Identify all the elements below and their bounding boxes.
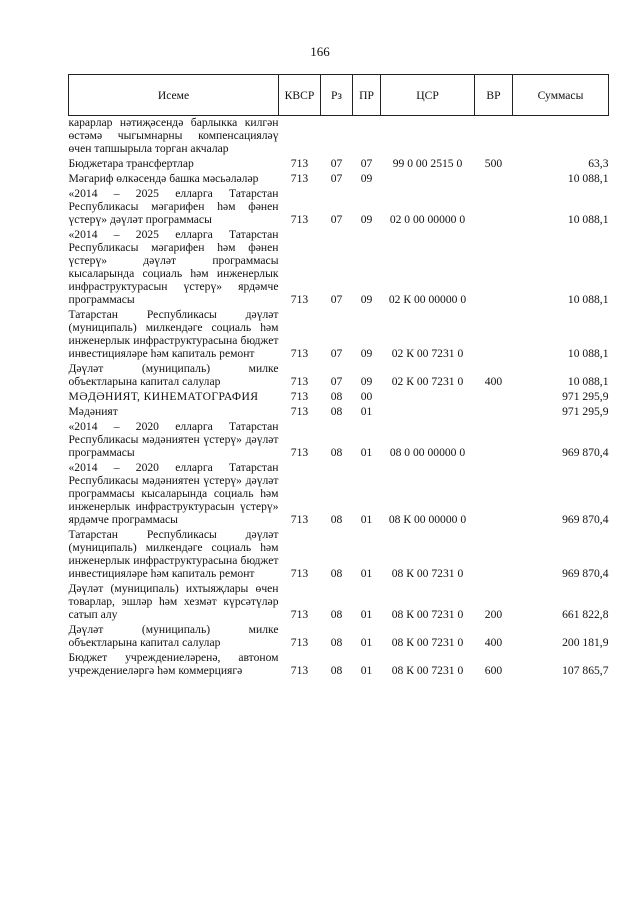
cell-vr xyxy=(475,461,513,528)
cell-name: «2014 – 2025 елларга Татарстан Республикасы мәгарифен һәм фәнен үстерү» дәүләт программасы кысаларында социаль һәм инженерлык инфраструктурасын үстерү» ярдәмче программасы xyxy=(68,228,279,306)
table-row xyxy=(69,308,609,362)
cell-rz: 08 xyxy=(330,390,343,403)
cell-name: «2014 – 2025 елларга Татарстан Республикасы мәгарифен һәм фәнен үстерү» дәүләт программасы xyxy=(68,187,279,226)
cell-csr: 02 0 00 00000 0 xyxy=(389,213,466,226)
cell-sum: 10 088,1 xyxy=(567,375,609,388)
cell-sum: 10 088,1 xyxy=(567,347,609,360)
cell-name: Дәүләт (муниципаль) милке объектларына капитал салулар xyxy=(68,362,279,388)
header-pr: ПР xyxy=(353,75,381,116)
cell-vr xyxy=(475,390,513,405)
header-kvsr: КВСР xyxy=(279,75,321,116)
cell-csr: 08 К 00 7231 0 xyxy=(391,567,464,580)
cell-sum: 10 088,1 xyxy=(567,213,609,226)
cell-csr: 08 К 00 00000 0 xyxy=(388,513,467,526)
cell-vr: 400 xyxy=(484,375,503,388)
cell-vr: 500 xyxy=(484,157,503,170)
cell-pr: 01 xyxy=(360,664,373,677)
cell-vr: 200 xyxy=(484,608,503,621)
header-sum: Суммасы xyxy=(513,75,609,116)
cell-pr: 01 xyxy=(360,446,373,459)
cell-sum: 200 181,9 xyxy=(562,636,609,649)
cell-rz: 07 xyxy=(330,293,343,306)
cell-csr: 08 0 00 00000 0 xyxy=(389,446,466,459)
cell-kvsr: 713 xyxy=(290,390,309,403)
cell-pr: 07 xyxy=(360,157,373,170)
cell-kvsr: 713 xyxy=(290,446,309,459)
cell-csr: 02 К 00 7231 0 xyxy=(391,347,464,360)
table-row xyxy=(69,405,609,420)
cell-pr: 01 xyxy=(360,513,373,526)
cell-vr xyxy=(475,116,513,158)
table-row xyxy=(69,461,609,528)
cell-pr: 01 xyxy=(360,405,373,418)
cell-csr: 99 0 00 2515 0 xyxy=(392,157,463,170)
cell-sum: 971 295,9 xyxy=(562,405,609,418)
cell-name: Бюджетара трансфертлар xyxy=(68,157,194,170)
cell-rz: 07 xyxy=(330,347,343,360)
cell-vr: 400 xyxy=(484,636,503,649)
cell-rz: 08 xyxy=(330,608,343,621)
header-rz: Рз xyxy=(321,75,353,116)
cell-kvsr: 713 xyxy=(290,405,309,418)
cell-pr: 01 xyxy=(360,636,373,649)
cell-rz: 08 xyxy=(330,636,343,649)
cell-rz: 08 xyxy=(330,513,343,526)
table-header-row xyxy=(69,75,609,116)
table-row xyxy=(69,623,609,651)
cell-vr: 600 xyxy=(484,664,503,677)
cell-kvsr: 713 xyxy=(290,664,309,677)
cell-name: Дәүләт (муниципаль) ихтыяҗлары өчен товарлар, эшләр һәм хезмәт күрсәтүләр сатып алу xyxy=(68,582,279,621)
cell-pr: 09 xyxy=(360,347,373,360)
table-row xyxy=(69,528,609,582)
cell-sum: 969 870,4 xyxy=(562,567,609,580)
cell-rz: 08 xyxy=(330,446,343,459)
table-row xyxy=(69,187,609,228)
cell-name: МӘДӘНИЯТ, КИНЕМАТОГРАФИЯ xyxy=(68,390,259,403)
cell-sum: 107 865,7 xyxy=(562,664,609,677)
cell-name: Бюджет учреждениеләренә, автоном учреждениеләргә һәм коммерциягә xyxy=(68,651,279,677)
page-number: 166 xyxy=(310,44,330,59)
cell-name: Мәгариф өлкәсендә башка мәсьәләләр xyxy=(68,172,259,185)
cell-vr xyxy=(475,405,513,420)
cell-vr xyxy=(475,528,513,582)
cell-kvsr: 713 xyxy=(290,347,309,360)
cell-rz: 07 xyxy=(330,213,343,226)
table-row xyxy=(69,390,609,405)
cell-kvsr: 713 xyxy=(290,567,309,580)
cell-pr: 09 xyxy=(360,293,373,306)
cell-pr xyxy=(353,116,381,158)
cell-sum: 971 295,9 xyxy=(562,390,609,403)
cell-csr xyxy=(381,172,475,187)
cell-rz: 07 xyxy=(330,375,343,388)
table-row xyxy=(69,362,609,390)
cell-kvsr xyxy=(279,116,321,158)
table-row xyxy=(69,582,609,623)
cell-pr: 01 xyxy=(360,608,373,621)
cell-name: «2014 – 2020 елларга Татарстан Республикасы мәдәниятен үстерү» дәүләт программасы xyxy=(68,420,279,459)
cell-vr xyxy=(475,228,513,308)
table-row xyxy=(69,420,609,461)
header-vr: ВР xyxy=(475,75,513,116)
table-row xyxy=(69,157,609,172)
cell-sum: 969 870,4 xyxy=(562,446,609,459)
cell-kvsr: 713 xyxy=(290,157,309,170)
cell-rz: 08 xyxy=(330,664,343,677)
table-body xyxy=(69,116,609,680)
cell-csr xyxy=(381,116,475,158)
table-row xyxy=(69,172,609,187)
cell-sum xyxy=(513,116,609,158)
table-row xyxy=(69,228,609,308)
cell-csr xyxy=(381,390,475,405)
cell-rz xyxy=(321,116,353,158)
cell-name: «2014 – 2020 елларга Татарстан Республикасы мәдәниятен үстерү» дәүләт программасы кысаларында социаль һәм инженерлык инфраструктурасын үстерү» ярдәмче программасы xyxy=(68,461,279,526)
cell-vr xyxy=(475,308,513,362)
budget-table xyxy=(68,74,609,679)
cell-pr: 09 xyxy=(360,375,373,388)
cell-sum: 10 088,1 xyxy=(567,293,609,306)
cell-rz: 07 xyxy=(330,172,343,185)
cell-kvsr: 713 xyxy=(290,513,309,526)
cell-kvsr: 713 xyxy=(290,375,309,388)
cell-name: Татарстан Республикасы дәүләт (муниципаль) милкендәге социаль һәм инженерлык инфраструктурасына бюджет инвестицияләре һәм капиталь ремонт xyxy=(68,308,279,360)
cell-vr xyxy=(475,420,513,461)
cell-csr: 02 К 00 00000 0 xyxy=(388,293,467,306)
cell-csr: 08 К 00 7231 0 xyxy=(391,664,464,677)
cell-kvsr: 713 xyxy=(290,608,309,621)
cell-vr xyxy=(475,172,513,187)
header-name: Исеме xyxy=(69,75,279,116)
cell-rz: 07 xyxy=(330,157,343,170)
cell-sum: 10 088,1 xyxy=(567,172,609,185)
cell-name: карарлар нәтиҗәсендә барлыкка килгән өстәмә чыгымнарны компенсацияләү өчен тапшырыла торган акчалар xyxy=(68,116,279,155)
cell-pr: 09 xyxy=(360,172,373,185)
cell-kvsr: 713 xyxy=(290,172,309,185)
cell-rz: 08 xyxy=(330,567,343,580)
cell-vr xyxy=(475,187,513,228)
cell-pr: 09 xyxy=(360,213,373,226)
table-row xyxy=(69,651,609,679)
cell-name: Татарстан Республикасы дәүләт (муниципаль) милкендәге социаль һәм инженерлык инфраструктурасына бюджет инвестицияләре һәм капиталь ремонт xyxy=(68,528,279,580)
header-csr: ЦСР xyxy=(381,75,475,116)
cell-sum: 661 822,8 xyxy=(562,608,609,621)
cell-pr: 00 xyxy=(360,390,373,403)
cell-pr: 01 xyxy=(360,567,373,580)
cell-csr: 08 К 00 7231 0 xyxy=(391,636,464,649)
cell-sum: 63,3 xyxy=(588,157,609,170)
cell-name: Дәүләт (муниципаль) милке объектларына капитал салулар xyxy=(68,623,279,649)
cell-csr: 02 К 00 7231 0 xyxy=(391,375,464,388)
cell-kvsr: 713 xyxy=(290,293,309,306)
cell-kvsr: 713 xyxy=(290,636,309,649)
cell-rz: 08 xyxy=(330,405,343,418)
cell-csr xyxy=(381,405,475,420)
cell-kvsr: 713 xyxy=(290,213,309,226)
table-row xyxy=(69,116,609,158)
cell-name: Мәдәният xyxy=(68,405,118,418)
cell-csr: 08 К 00 7231 0 xyxy=(391,608,464,621)
cell-sum: 969 870,4 xyxy=(562,513,609,526)
